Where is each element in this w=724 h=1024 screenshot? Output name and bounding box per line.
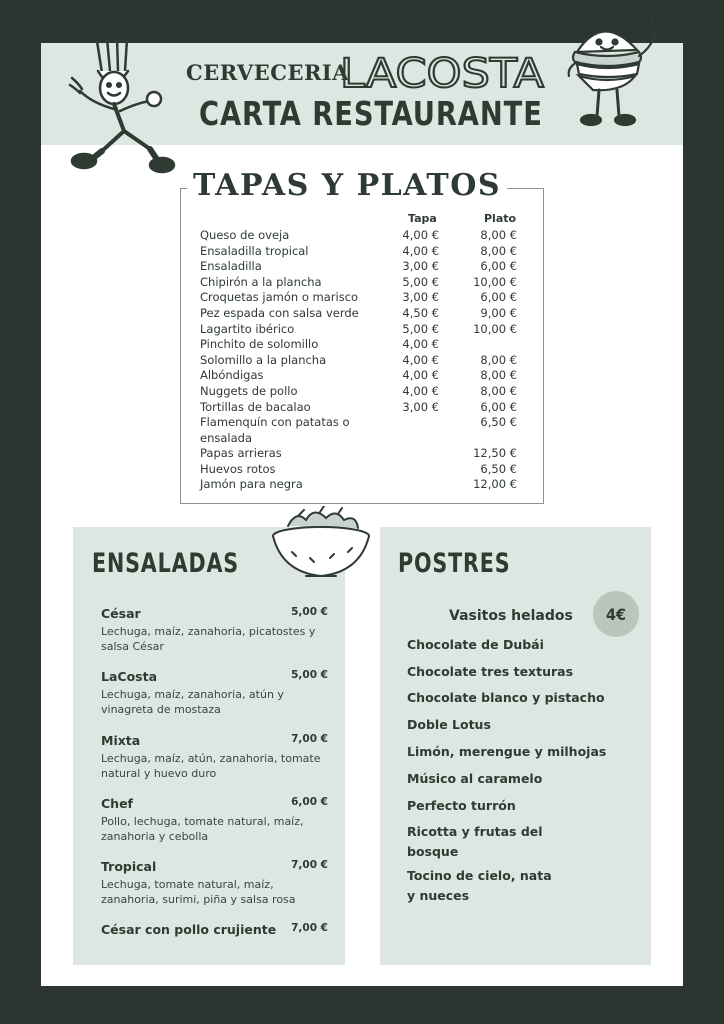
tapas-item-plato-price: 6,00 € (480, 399, 517, 414)
brand-cerveceria: CERVECERIA (186, 60, 350, 85)
tapas-item-plato-price: 8,00 € (480, 243, 517, 258)
postre-item: Chocolate blanco y pistacho (407, 690, 605, 705)
ensalada-name: Chef (101, 796, 133, 811)
tapas-item-name: Ensaladilla (200, 259, 262, 274)
tapas-item-tapa-price: 4,00 € (402, 228, 439, 242)
tapas-item-tapa-price: 4,00 € (402, 384, 439, 398)
tapas-item-name: Tortillas de bacalao (200, 399, 311, 414)
ensalada-price: 7,00 € (291, 733, 328, 745)
postre-item: Perfecto turrón (407, 798, 516, 813)
postre-item: Limón, merengue y milhojas (407, 744, 607, 759)
tapas-item-tapa-price: 5,00 € (402, 321, 439, 336)
postre-item: Ricotta y frutas del bosque (407, 824, 543, 859)
price-badge: 4€ (593, 591, 639, 637)
postre-item: Tocino de cielo, nata y nueces (407, 868, 552, 903)
tapas-item-plato-price: 8,00 € (480, 384, 517, 398)
fork-mascot-icon (62, 33, 182, 178)
col-tapa-header: Tapa (408, 212, 437, 225)
tapas-item-tapa-price: 4,00 € (402, 337, 439, 352)
tapas-item-plato-price: 10,00 € (473, 321, 517, 336)
tapas-item-name: Papas arrieras (200, 446, 282, 461)
postres-title: POSTRES (398, 548, 511, 579)
tapas-item-name: Croquetas jamón o marisco (200, 290, 359, 305)
tapas-item-name: Huevos rotos (200, 461, 276, 476)
ensaladas-title: ENSALADAS (92, 548, 240, 579)
ensalada-description: Pollo, lechuga, tomate natural, maíz, zanahoria y cebolla (101, 815, 304, 843)
ensalada-item (101, 606, 331, 654)
logo-text: LACOSTA (340, 51, 545, 93)
tapas-item-name: Chipirón a la plancha (200, 274, 322, 289)
lacosta-logo (338, 49, 548, 93)
tapas-item-plato-price: 12,00 € (473, 477, 517, 492)
ensalada-item (101, 859, 331, 907)
tapas-item-plato-price: 8,00 € (480, 368, 517, 383)
tapas-item-plato-price: 9,00 € (480, 306, 517, 320)
ensalada-description: Lechuga, maíz, atún, zanahoria, tomate natural y huevo duro (101, 752, 321, 780)
ensalada-description: Lechuga, maíz, zanahoria, atún y vinagreta de mostaza (101, 688, 284, 716)
ensalada-price: 5,00 € (291, 669, 328, 681)
carta-title: CARTA RESTAURANTE (199, 94, 543, 133)
tapas-item-name: Albóndigas (200, 368, 264, 383)
ensalada-item (101, 669, 331, 717)
tapas-item-name: Nuggets de pollo (200, 384, 298, 398)
tapas-item-tapa-price: 3,00 € (402, 399, 439, 414)
postre-item: Músico al caramelo (407, 771, 543, 786)
ensalada-name: Tropical (101, 859, 157, 874)
tapas-item-name: Flamenquín con patatas o ensalada (200, 415, 350, 445)
ensalada-item (101, 922, 331, 937)
tapas-item-name: Pez espada con salsa verde (200, 306, 359, 320)
tapas-item-plato-price: 10,00 € (473, 274, 517, 289)
ensalada-name: LaCosta (101, 669, 158, 684)
vasitos-heading: Vasitos helados (449, 608, 573, 624)
tapas-item-name: Lagartito ibérico (200, 321, 295, 336)
tapas-item-plato-price: 6,00 € (480, 259, 517, 274)
tapas-item-plato-price: 8,00 € (480, 352, 517, 367)
tapas-item-tapa-price: 4,00 € (402, 368, 439, 383)
postre-item: Doble Lotus (407, 717, 491, 732)
tapas-item-plato-price: 6,00 € (480, 290, 517, 305)
burger-mascot-icon (563, 12, 683, 132)
tapas-item-name: Queso de oveja (200, 228, 290, 242)
ensalada-price: 6,00 € (291, 796, 328, 808)
tapas-item-tapa-price: 3,00 € (402, 259, 439, 274)
ensalada-name: César con pollo crujiente (101, 922, 277, 937)
tapas-item-name: Solomillo a la plancha (200, 352, 327, 367)
tapas-item-tapa-price: 4,50 € (402, 306, 439, 320)
ensalada-name: César (101, 606, 141, 621)
ensalada-price: 7,00 € (291, 859, 328, 871)
tapas-item-tapa-price: 3,00 € (402, 290, 439, 305)
ensalada-name: Mixta (101, 733, 141, 748)
tapas-item-name: Jamón para negra (200, 477, 303, 492)
tapas-item-tapa-price: 5,00 € (402, 274, 439, 289)
tapas-item-plato-price: 12,50 € (473, 446, 517, 461)
tapas-item-plato-price: 6,50 € (480, 461, 517, 476)
ensalada-description: Lechuga, tomate natural, maíz, zanahoria, surimi, piña y salsa rosa (101, 878, 296, 906)
tapas-item-tapa-price: 4,00 € (402, 352, 439, 367)
tapas-item-plato-price: 8,00 € (480, 228, 517, 242)
tapas-item-name: Ensaladilla tropical (200, 243, 309, 258)
tapas-item-plato-price: 6,50 € (480, 415, 517, 430)
ensalada-description: Lechuga, maíz, zanahoria, picatostes y salsa César (101, 625, 316, 653)
ensalada-price: 7,00 € (291, 922, 328, 934)
tapas-title: TAPAS Y PLATOS (187, 168, 507, 203)
tapas-item-name: Pinchito de solomillo (200, 337, 319, 352)
postre-item: Chocolate tres texturas (407, 664, 574, 679)
ensalada-item (101, 796, 331, 844)
postre-item: Chocolate de Dubái (407, 637, 544, 652)
ensalada-item (101, 733, 331, 781)
ensalada-price: 5,00 € (291, 606, 328, 618)
col-plato-header: Plato (484, 212, 517, 225)
salad-bowl-icon (270, 506, 372, 582)
tapas-item-tapa-price: 4,00 € (402, 243, 439, 258)
